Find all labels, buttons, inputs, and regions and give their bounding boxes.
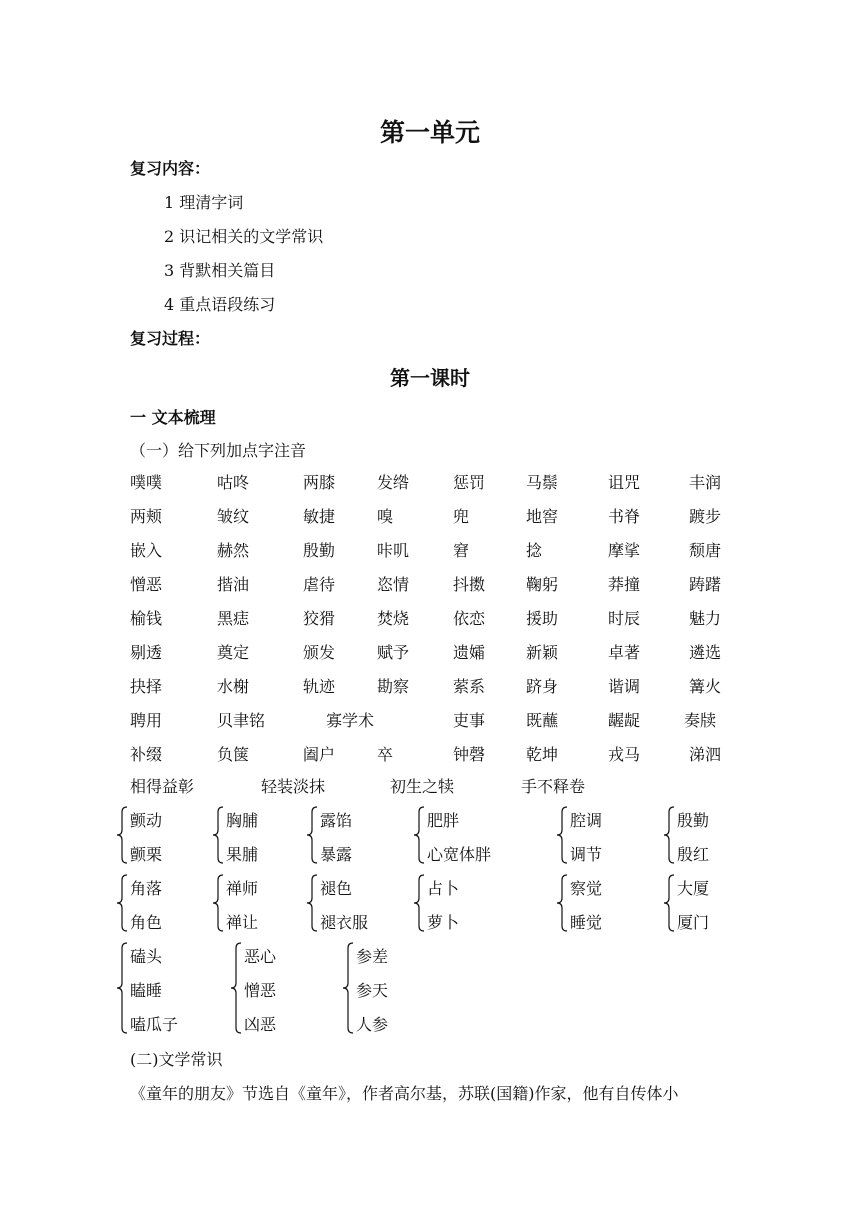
polyphone-word: 暴露 bbox=[320, 845, 353, 864]
polyphone-word: 禅师 bbox=[226, 879, 259, 898]
vocab-word: 奏牍 bbox=[684, 711, 717, 730]
vocab-word: 抖擞 bbox=[453, 575, 486, 594]
vocab-word: 赫然 bbox=[217, 541, 250, 560]
vocab-word: 皱纹 bbox=[217, 507, 250, 526]
vocab-word: 篝火 bbox=[689, 677, 722, 696]
vocab-word: 水榭 bbox=[217, 677, 250, 696]
brace-icon bbox=[116, 874, 128, 932]
vocab-word: 摩挲 bbox=[608, 541, 641, 560]
vocab-word: 遴选 bbox=[689, 643, 722, 662]
sub-heading: （一）给下列加点字注音 bbox=[130, 441, 307, 460]
vocab-word: 咕咚 bbox=[217, 473, 250, 492]
polyphone-word: 颤动 bbox=[130, 811, 163, 830]
paragraph-text: 《童年的朋友》节选自《童年》，作者高尔基，苏联(国籍)作家，他有自传体小 bbox=[130, 1084, 679, 1103]
vocab-word: 踱步 bbox=[689, 507, 722, 526]
vocab-word: 时辰 bbox=[608, 609, 641, 628]
brace-icon bbox=[663, 806, 675, 864]
vocab-word: 新颖 bbox=[526, 643, 559, 662]
vocab-word: 吏事 bbox=[453, 711, 486, 730]
vocab-word: 赋予 bbox=[377, 643, 410, 662]
vocab-word: 谐调 bbox=[608, 677, 641, 696]
brace-icon bbox=[556, 806, 568, 864]
vocab-word: 卒 bbox=[377, 745, 394, 764]
polyphone-word: 厦门 bbox=[677, 913, 710, 932]
polyphone-word: 颤栗 bbox=[130, 845, 163, 864]
idiom-word: 相得益彰 bbox=[130, 777, 195, 796]
brace-icon bbox=[556, 874, 568, 932]
polyphone-word: 参差 bbox=[356, 947, 389, 966]
vocab-word: 剔透 bbox=[130, 643, 163, 662]
polyphone-word: 憎恶 bbox=[244, 981, 277, 1000]
polyphone-word: 角落 bbox=[130, 879, 163, 898]
brace-icon bbox=[212, 806, 224, 864]
brace-icon bbox=[663, 874, 675, 932]
polyphone-word: 胸脯 bbox=[226, 811, 259, 830]
idiom-word: 轻装淡抹 bbox=[261, 777, 326, 796]
vocab-word: 奠定 bbox=[217, 643, 250, 662]
polyphone-word: 磕头 bbox=[130, 947, 163, 966]
vocab-word: 丰润 bbox=[689, 473, 722, 492]
vocab-word: 轨迹 bbox=[303, 677, 336, 696]
polyphone-word: 果脯 bbox=[226, 845, 259, 864]
polyphone-word: 瞌睡 bbox=[130, 981, 163, 1000]
vocab-word: 戎马 bbox=[608, 745, 641, 764]
polyphone-word: 睡觉 bbox=[570, 913, 603, 932]
vocab-word: 恣情 bbox=[377, 575, 410, 594]
sub-heading: (二)文学常识 bbox=[130, 1050, 223, 1069]
polyphone-word: 褪色 bbox=[320, 879, 353, 898]
vocab-word: 聘用 bbox=[130, 711, 163, 730]
vocab-word: 乾坤 bbox=[526, 745, 559, 764]
polyphone-word: 露馅 bbox=[320, 811, 353, 830]
vocab-word: 萦系 bbox=[453, 677, 486, 696]
vocab-word: 地窖 bbox=[526, 507, 559, 526]
review-process-label: 复习过程： bbox=[130, 329, 211, 348]
vocab-word: 阖户 bbox=[303, 745, 336, 764]
polyphone-word: 恶心 bbox=[244, 947, 277, 966]
vocab-word: 窘 bbox=[453, 541, 470, 560]
vocab-word: 狡猾 bbox=[303, 609, 336, 628]
vocab-word: 虐待 bbox=[303, 575, 336, 594]
vocab-word: 补缀 bbox=[130, 745, 163, 764]
brace-icon bbox=[413, 874, 425, 932]
vocab-word: 惩罚 bbox=[453, 473, 486, 492]
polyphone-word: 察觉 bbox=[570, 879, 603, 898]
vocab-word: 嗅 bbox=[377, 507, 394, 526]
vocab-word: 寡学术 bbox=[326, 711, 375, 730]
vocab-word: 焚烧 bbox=[377, 609, 410, 628]
vocab-word: 魅力 bbox=[689, 609, 722, 628]
vocab-word: 书脊 bbox=[608, 507, 641, 526]
vocab-word: 莽撞 bbox=[608, 575, 641, 594]
vocab-word: 两膝 bbox=[303, 473, 336, 492]
vocab-word: 颁发 bbox=[303, 643, 336, 662]
brace-icon bbox=[306, 874, 318, 932]
polyphone-word: 占卜 bbox=[427, 879, 460, 898]
vocab-word: 揩油 bbox=[217, 575, 250, 594]
idiom-word: 初生之犊 bbox=[390, 777, 455, 796]
vocab-word: 勘察 bbox=[377, 677, 410, 696]
polyphone-word: 人参 bbox=[356, 1015, 389, 1034]
vocab-word: 捻 bbox=[526, 541, 543, 560]
polyphone-word: 腔调 bbox=[570, 811, 603, 830]
review-item: 2 识记相关的文学常识 bbox=[164, 227, 324, 246]
vocab-word: 遗孀 bbox=[453, 643, 486, 662]
polyphone-word: 殷红 bbox=[677, 845, 710, 864]
vocab-word: 鞠躬 bbox=[526, 575, 559, 594]
brace-icon bbox=[342, 942, 354, 1034]
vocab-word: 殷勤 bbox=[303, 541, 336, 560]
vocab-word: 马鬃 bbox=[526, 473, 559, 492]
vocab-word: 抉择 bbox=[130, 677, 163, 696]
polyphone-word: 褪衣服 bbox=[320, 913, 369, 932]
polyphone-word: 肥胖 bbox=[427, 811, 460, 830]
brace-icon bbox=[116, 806, 128, 864]
vocab-word: 咔叽 bbox=[377, 541, 410, 560]
vocab-word: 既蘸 bbox=[526, 711, 559, 730]
brace-icon bbox=[116, 942, 128, 1034]
vocab-word: 兜 bbox=[453, 507, 470, 526]
vocab-word: 敏捷 bbox=[303, 507, 336, 526]
vocab-word: 颓唐 bbox=[689, 541, 722, 560]
review-item: 1 理清字词 bbox=[164, 193, 244, 212]
vocab-word: 龌龊 bbox=[608, 711, 641, 730]
section-heading: 一 文本梳理 bbox=[130, 408, 216, 427]
vocab-word: 援助 bbox=[526, 609, 559, 628]
polyphone-word: 嗑瓜子 bbox=[130, 1015, 179, 1034]
lesson-title: 第一课时 bbox=[390, 366, 470, 390]
vocab-word: 憎恶 bbox=[130, 575, 163, 594]
vocab-word: 发绺 bbox=[377, 473, 410, 492]
vocab-word: 嵌入 bbox=[130, 541, 163, 560]
polyphone-word: 殷勤 bbox=[677, 811, 710, 830]
polyphone-word: 参天 bbox=[356, 981, 389, 1000]
polyphone-word: 调节 bbox=[570, 845, 603, 864]
vocab-word: 踌躇 bbox=[689, 575, 722, 594]
polyphone-word: 角色 bbox=[130, 913, 163, 932]
page-title: 第一单元 bbox=[379, 118, 480, 147]
idiom-word: 手不释卷 bbox=[521, 777, 586, 796]
vocab-word: 负箧 bbox=[217, 745, 250, 764]
vocab-word: 贝聿铭 bbox=[217, 711, 266, 730]
brace-icon bbox=[212, 874, 224, 932]
vocab-word: 诅咒 bbox=[608, 473, 641, 492]
vocab-word: 跻身 bbox=[526, 677, 559, 696]
brace-icon bbox=[230, 942, 242, 1034]
vocab-word: 卓著 bbox=[608, 643, 641, 662]
vocab-word: 两颊 bbox=[130, 507, 163, 526]
vocab-word: 榆钱 bbox=[130, 609, 163, 628]
vocab-word: 黑痣 bbox=[217, 609, 250, 628]
polyphone-word: 禅让 bbox=[226, 913, 259, 932]
polyphone-word: 心宽体胖 bbox=[427, 845, 492, 864]
polyphone-word: 凶恶 bbox=[244, 1015, 277, 1034]
review-item: 4 重点语段练习 bbox=[164, 295, 276, 314]
vocab-word: 依恋 bbox=[453, 609, 486, 628]
polyphone-word: 大厦 bbox=[677, 879, 710, 898]
review-item: 3 背默相关篇目 bbox=[164, 261, 276, 280]
vocab-word: 噗噗 bbox=[130, 473, 163, 492]
review-content-label: 复习内容： bbox=[130, 159, 211, 178]
polyphone-word: 萝卜 bbox=[427, 913, 460, 932]
vocab-word: 钟磬 bbox=[453, 745, 486, 764]
brace-icon bbox=[413, 806, 425, 864]
vocab-word: 涕泗 bbox=[689, 745, 722, 764]
brace-icon bbox=[306, 806, 318, 864]
